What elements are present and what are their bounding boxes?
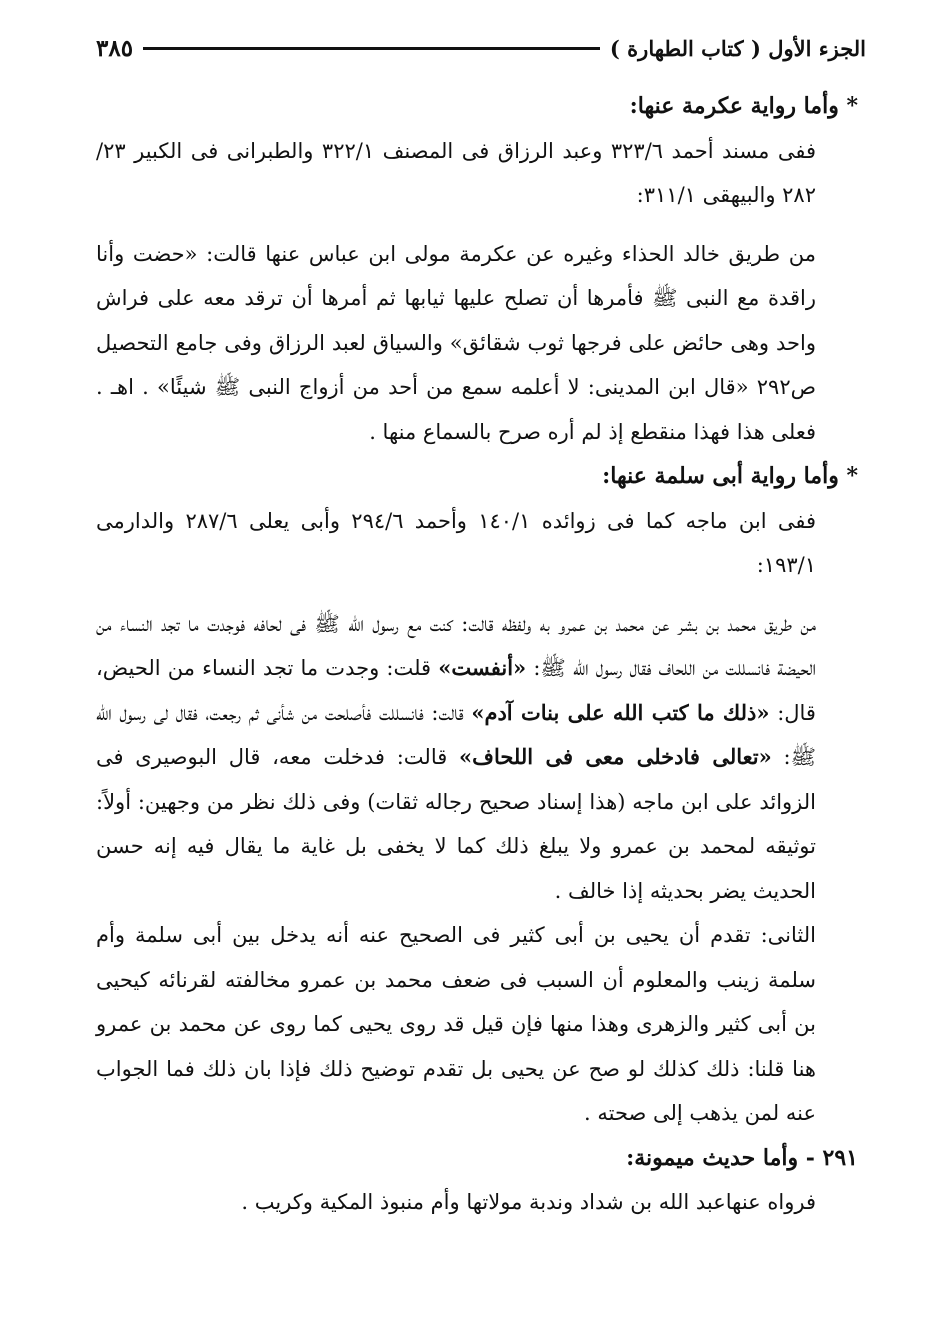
header-rule [143, 47, 600, 50]
page-body [96, 84, 866, 1225]
section-heading-maymuna: ٢٩١ - وأما حديث ميمونة: [626, 1144, 858, 1171]
narration-text-1: من طريق محمد بن بشر عن محمد بن عمرو به ولفظه قالت: كنت مع رسول الله ﷺ فى لحافه فوجدت ما تجد النساء من الحيضة فانسللت من اللحاف فقال رسول الله ﷺ: [96, 611, 817, 680]
section-heading-ikrima: * وأما رواية عكرمة عنها: [629, 93, 858, 119]
paragraph-abu-salama-narration [96, 602, 866, 914]
paragraph-ikrima-narration: من طريق خالد الحذاء وغيره عن عكرمة مولى ابن عباس عنها قالت: «حضت وأنا راقدة مع النبى ﷺ فأمرها أن تصلح عليها ثيابها ثم أمرها أن ترقد معه على فراش واحد وهى حائض على فرجها ثوب شقائق» والسياق لعبد الرزاق وفى جامع التحصيل ص٢٩٢ «قال ابن المدينى: لا أعلمه سمع من أحد من أزواج النبى ﷺ شيئًا» . اهـ . فعلى هذا فهذا منقطع إذ لم أره صرح بالسماع منها . [96, 241, 816, 444]
hadith-quote-3: «تعالى فادخلى معى فى اللحاف» [459, 744, 772, 769]
paragraph-sources-ikrima: ففى مسند أحمد ٣٢٣/٦ وعبد الرزاق فى المصنف ٣٢٢/١ والطبرانى فى الكبير ٢٣/ ٢٨٢ والبيهقى ٣١١/١: [96, 138, 817, 207]
running-title: الجزء الأول ( كتاب الطهارة ) [609, 35, 866, 61]
hadith-quote-1: «أنفست» [438, 655, 527, 680]
section-heading-abu-salama: * وأما رواية أبى سلمة عنها: [602, 463, 858, 489]
page-number: ٣٨٥ [96, 34, 134, 62]
page-header [96, 30, 866, 66]
paragraph-maymuna-narrators: فرواه عنهاعبد الله بن شداد وندبة مولاتها وأم منبوذ المكية وكريب . [241, 1190, 816, 1214]
narration-text-4: قالت: فدخلت معه، قال البوصيرى فى الزوائد على ابن ماجه (هذا إسناد صحيح رجاله ثقات) وفى ذلك نظر من وجهين: أولاً: توثيقه لمحمد بن عمرو ولا يبلغ ذلك كما لا يخفى بل غاية ما يقال فيه إنه حسن الحديث يضر بحديثه إذا خالف . [96, 745, 816, 903]
narration-text-3: قالت: فانسللت فأصلحت من شأنى ثم رجعت، فقال لى رسول الله ﷺ: [96, 700, 816, 769]
paragraph-sources-abu-salama: ففى ابن ماجه كما فى زوائده ١٤٠/١ وأحمد ٢٩٤/٦ وأبى يعلى ٢٨٧/٦ والدارمى ١٩٣/١: [96, 508, 816, 577]
narration-text-2: قلت: وجدت ما تجد النساء من الحيض، قال: [96, 656, 816, 725]
hadith-quote-2: «ذلك ما كتب الله على بنات آدم» [471, 699, 770, 725]
paragraph-second-objection: الثانى: تقدم أن يحيى بن أبى كثير فى الصحيح عنه أنه يدخل بين أبى سلمة وأم سلمة زينب والمعلوم أن السبب فى ضعف محمد بن عمرو مخالفته لقرنائه كيحيى بن أبى كثير والزهرى وهذا منها فإن قيل قد روى يحيى كما روى عن محمد بن عمرو هنا قلنا: ذلك كذلك لو صح عن يحيى بل تقدم توضيح ذلك فإذا بان ذلك فما الجواب عنه لمن يذهب إلى صحته . [96, 923, 816, 1125]
